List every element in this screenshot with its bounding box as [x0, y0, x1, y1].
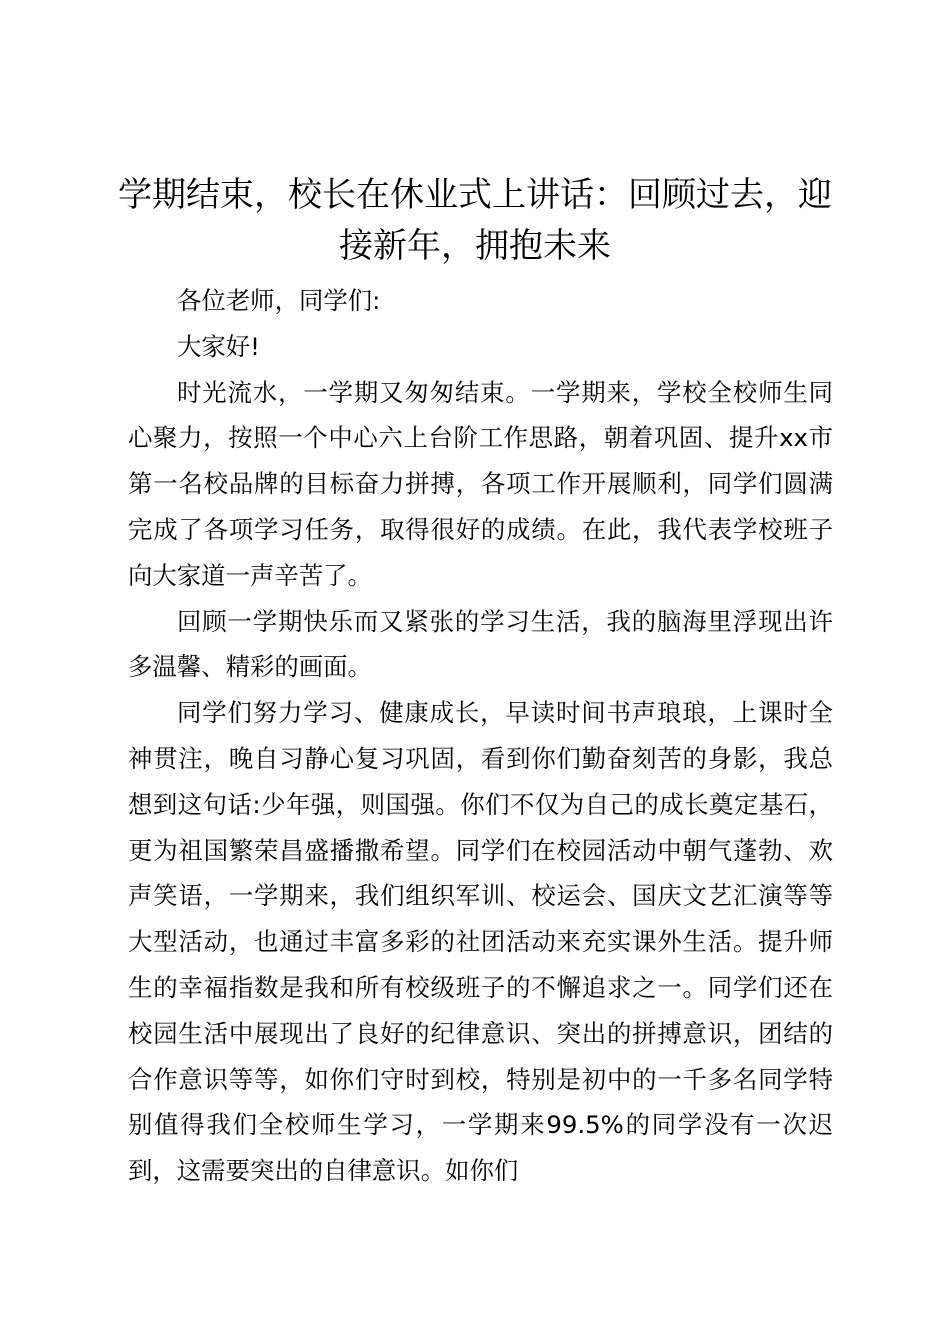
- document-title: 学期结束，校长在休业式上讲话：回顾过去，迎接新年，拥抱未来: [118, 175, 832, 266]
- paragraph-student-achievements: 同学们努力学习、健康成长，早读时间书声琅琅，上课时全神贯注，晚自习静心复习巩固，看到你们勤奋刻苦的身影，我总想到这句话:少年强，则国强。你们不仅为自己的成长奠定基石，更为祖国繁荣昌盛播撒希望。同学们在校园活动中朝气蓬勃、欢声笑语，一学期来，我们组织军训、校运会、国庆文艺汇演等等大型活动，也通过丰富多彩的社团活动来充实课外生活。提升师生的幸福指数是我和所有校级班子的不懈追求之一。同学们还在校园生活中展现出了良好的纪律意识、突出的拼搏意识，团结的合作意识等等，如你们守时到校，特别是初中的一千多名同学特别值得我们全校师生学习，一学期来99.5%的同学没有一次迟到，这需要突出的自律意识。如你们: [128, 698, 833, 1186]
- greeting: 大家好!: [177, 331, 260, 361]
- salutation: 各位老师，同学们:: [177, 286, 381, 315]
- paragraph-review: 回顾一学期快乐而又紧张的学习生活，我的脑海里浮现出许多温馨、精彩的画面。: [128, 606, 833, 682]
- document-body: [128, 278, 833, 1194]
- paragraph-semester-summary: 时光流水，一学期又匆匆结束。一学期来，学校全校师生同心聚力，按照一个中心六上台阶工作思路，朝着巩固、提升xx市第一名校品牌的目标奋力拼搏，各项工作开展顺利，同学们圆满完成了各项学习任务，取得很好的成绩。在此，我代表学校班子向大家道一声辛苦了。: [128, 377, 833, 590]
